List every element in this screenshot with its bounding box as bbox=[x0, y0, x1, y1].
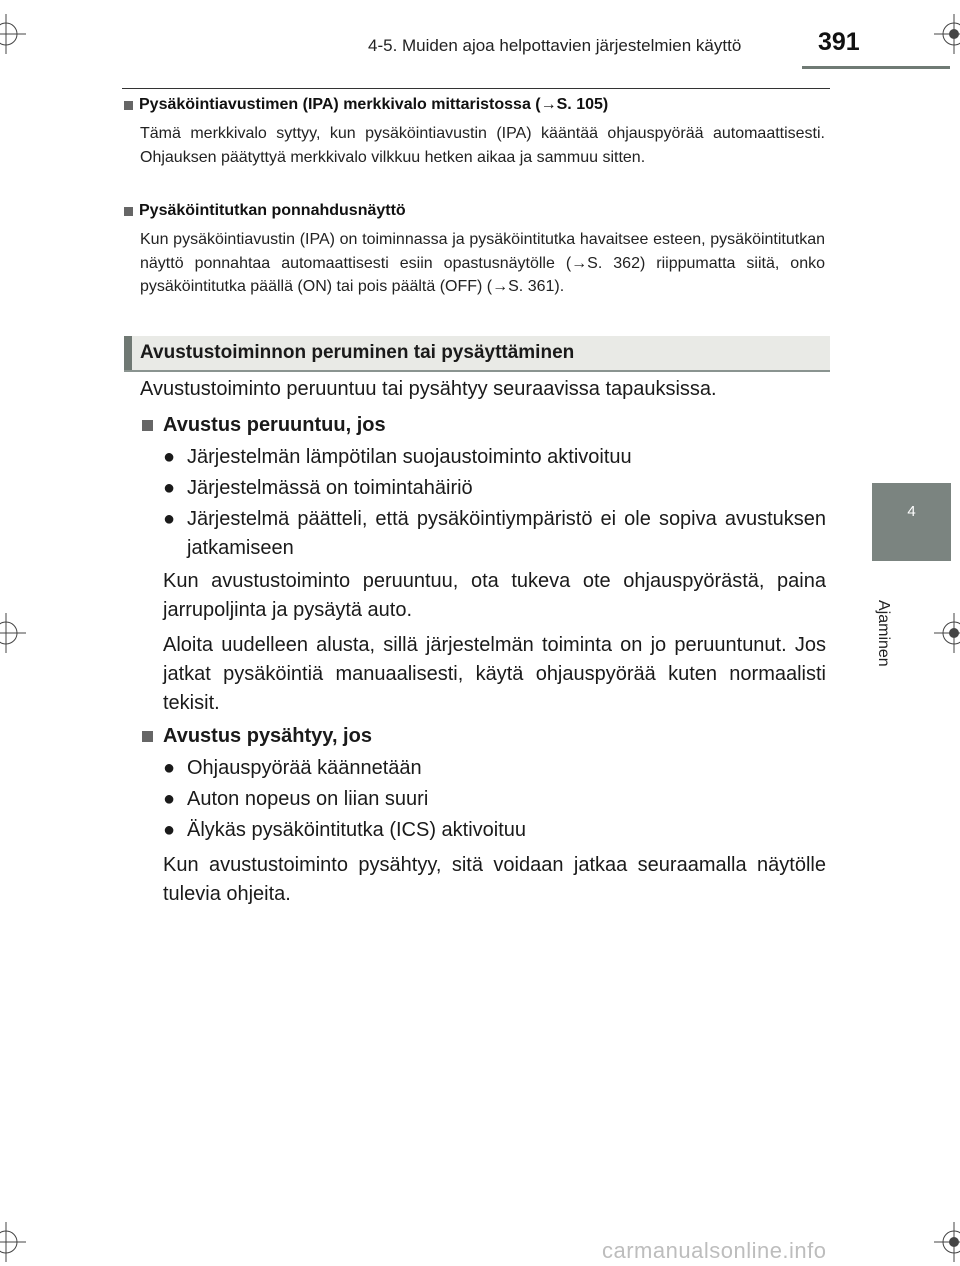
header-rule bbox=[802, 66, 950, 69]
section-heading: Avustustoiminnon peruminen tai pysäyttäminen bbox=[124, 336, 830, 372]
bullet-dot-icon: ● bbox=[163, 508, 176, 530]
list-item: ● Järjestelmä päätteli, että pysäköintiympäristö ei ole sopiva avustuksen jatkamiseen bbox=[163, 505, 826, 563]
registration-mark-mid-left bbox=[0, 613, 40, 653]
bullet-dot-icon: ● bbox=[163, 819, 176, 841]
registration-mark-mid-right bbox=[920, 613, 960, 653]
section-intro: Avustustoiminto peruuntuu tai pysähtyy seuraavissa tapauksissa. bbox=[140, 378, 717, 400]
bullet-dot-icon: ● bbox=[163, 446, 176, 468]
registration-mark-bottom-right bbox=[920, 1222, 960, 1262]
chapter-label: Ajaminen bbox=[875, 600, 892, 667]
stop-heading: Avustus pysähtyy, jos bbox=[140, 725, 372, 748]
running-header-title: 4-5. Muiden ajoa helpottavien järjestelmien käyttö bbox=[368, 36, 742, 55]
note-heading-ipa-indicator: Pysäköintiavustimen (IPA) merkkivalo mittaristossa (→S. 105) bbox=[124, 96, 608, 114]
list-item: ● Älykäs pysäköintitutka (ICS) aktivoituu bbox=[163, 816, 826, 845]
watermark: carmanualsonline.info bbox=[602, 1238, 827, 1263]
content-top-rule bbox=[122, 88, 830, 89]
chapter-tab[interactable] bbox=[872, 483, 951, 561]
registration-mark-top-left bbox=[0, 14, 40, 54]
chapter-number: 4 bbox=[907, 503, 916, 520]
list-item: ● Järjestelmän lämpötilan suojaustoiminto aktivoituu bbox=[163, 443, 826, 472]
list-item: ● Auton nopeus on liian suuri bbox=[163, 785, 826, 814]
note-text-ipa-indicator: Tämä merkkivalo syttyy, kun pysäköintiavustin (IPA) kääntää ohjauspyörää automaattisesti. Ohjauksen päätyttyä merkkivalo vilkkuu hetken aikaa ja sammuu sitten. bbox=[140, 125, 825, 166]
note-text-parking-sensor-popup: Kun pysäköintiavustin (IPA) on toiminnassa ja pysäköintitutka havaitsee esteen, pysäköintitutkan näyttö ponnahtaa automaattisesti esiin opastusnäytölle (→S. 362) riippumatta siitä, onko pysäköintitutka päällä (ON) tai pois päältä (OFF) (→S. 361). bbox=[140, 231, 825, 295]
bullet-dot-icon: ● bbox=[163, 477, 176, 499]
square-bullet-icon bbox=[124, 101, 133, 110]
registration-mark-top-right bbox=[920, 14, 960, 54]
page-number: 391 bbox=[818, 28, 860, 56]
list-item: ● Ohjauspyörää käännetään bbox=[163, 754, 826, 783]
bullet-dot-icon: ● bbox=[163, 788, 176, 810]
registration-mark-bottom-left bbox=[0, 1222, 40, 1262]
square-bullet-icon bbox=[142, 420, 153, 431]
section-heading-bar bbox=[124, 336, 132, 370]
note-heading-parking-sensor-popup: Pysäköintitutkan ponnahdusnäyttö bbox=[124, 202, 406, 220]
cancel-paragraph-1: Kun avustustoiminto peruuntuu, ota tukeva ote ohjauspyörästä, paina jarrupoljinta ja pysäytä auto. bbox=[163, 570, 826, 621]
cancel-heading: Avustus peruuntuu, jos bbox=[140, 414, 386, 437]
square-bullet-icon bbox=[142, 731, 153, 742]
square-bullet-icon bbox=[124, 207, 133, 216]
bullet-dot-icon: ● bbox=[163, 757, 176, 779]
list-item: ● Järjestelmässä on toimintahäiriö bbox=[163, 474, 826, 503]
cancel-paragraph-2: Aloita uudelleen alusta, sillä järjestelmän toiminta on jo peruuntunut. Jos jatkat pysäköintiä manuaalisesti, käytä ohjauspyörää kuten normaalisti tekisit. bbox=[163, 634, 826, 714]
stop-paragraph: Kun avustustoiminto pysähtyy, sitä voidaan jatkaa seuraamalla näytölle tulevia ohjeita. bbox=[163, 854, 826, 905]
